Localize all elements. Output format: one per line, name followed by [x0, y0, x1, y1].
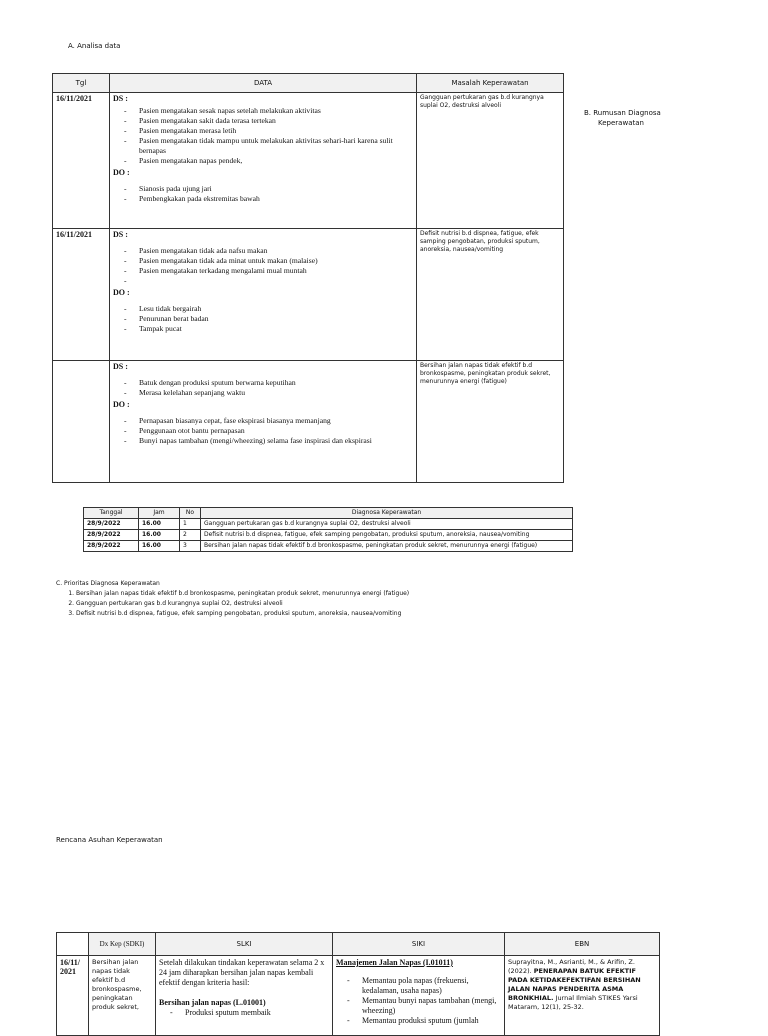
header-tgl: Tgl	[53, 74, 110, 93]
cell-date: 28/9/2022	[84, 541, 139, 552]
header-diagnosa: Diagnosa Keperawatan	[201, 508, 573, 519]
row-problem: Bersihan jalan napas tidak efektif b.d bronkospasme, peningkatan produk sekret, menurunnya energi (fatigue)	[417, 361, 564, 483]
row-problem: Gangguan pertukaran gas b.d kurangnya suplai O2, destruksi alveoli	[417, 93, 564, 229]
cell-dx: Bersihan jalan napas tidak efektif b.d bronkospasme, peningkatan produk sekret,	[89, 956, 156, 1036]
ebn-journal: Jurnal Ilmiah STIKES Yarsi Mataram, 12(1), 25-32.	[508, 994, 638, 1011]
list-item: - Penggunaan otot bantu pernapasan	[113, 426, 413, 436]
siki-list	[336, 976, 501, 1026]
analisa-data-table	[52, 73, 564, 483]
do-list	[113, 416, 413, 446]
table-header-row	[84, 508, 573, 519]
table-row	[84, 541, 573, 552]
table-row	[53, 93, 564, 229]
ds-label: DS :	[113, 230, 128, 239]
table-row	[53, 229, 564, 361]
cell-time: 16.00	[139, 519, 180, 530]
cell-time: 16.00	[139, 541, 180, 552]
slki-outcome: Bersihan jalan napas (L.01001)	[159, 998, 266, 1007]
rencana-table	[56, 932, 660, 1036]
list-item: - Batuk dengan produksi sputum berwarna keputihan	[113, 378, 413, 388]
row-data	[110, 93, 417, 229]
ds-label: DS :	[113, 94, 128, 103]
list-item	[113, 276, 413, 286]
header-tanggal: Tanggal	[84, 508, 139, 519]
table-header-row	[53, 74, 564, 93]
table-row	[84, 530, 573, 541]
list-item: - Pasien mengatakan terkadang mengalami mual muntah	[113, 266, 413, 276]
cell-no: 2	[180, 530, 201, 541]
table-header-row	[57, 933, 660, 956]
cell-no: 1	[180, 519, 201, 530]
row-data	[110, 229, 417, 361]
do-label: DO :	[113, 288, 130, 297]
cell-date: 28/9/2022	[84, 519, 139, 530]
cell-no: 3	[180, 541, 201, 552]
section-a-title: A. Analisa data	[68, 42, 121, 50]
ds-list	[113, 246, 413, 286]
row-problem: Defisit nutrisi b.d dispnea, fatigue, efek samping pengobatan, produksi sputum, anoreksia, nausea/vomiting	[417, 229, 564, 361]
siki-title: Manajemen Jalan Napas (I.01011)	[336, 958, 453, 967]
cell-date: 28/9/2022	[84, 530, 139, 541]
slki-list	[159, 1008, 329, 1018]
list-item: - Pembengkakan pada ekstremitas bawah	[113, 194, 413, 204]
do-list	[113, 304, 413, 334]
header-no: No	[180, 508, 201, 519]
row-date	[53, 361, 110, 483]
list-item: - Pasien mengatakan sesak napas setelah melakukan aktivitas	[113, 106, 413, 116]
list-item: - Tampak pucat	[113, 324, 413, 334]
header-ebn: EBN	[505, 933, 660, 956]
cell-dx: Gangguan pertukaran gas b.d kurangnya suplai O2, destruksi alveoli	[201, 519, 573, 530]
list-item: - Pasien mengatakan merasa letih	[113, 126, 413, 136]
row-date: 16/11/2021	[53, 229, 110, 361]
list-item: - Pernapasan biasanya cepat, fase ekspirasi biasanya memanjang	[113, 416, 413, 426]
do-list	[113, 184, 413, 204]
diagnosa-table	[83, 507, 573, 552]
list-item: - Sianosis pada ujung jari	[113, 184, 413, 194]
list-item: 2. Gangguan pertukaran gas b.d kurangnya suplai O2, destruksi alveoli	[76, 599, 409, 609]
cell-dx: Bersihan jalan napas tidak efektif b.d bronkospasme, peningkatan produk sekret, menurunnya energi (fatigue)	[201, 541, 573, 552]
row-data	[110, 361, 417, 483]
do-label: DO :	[113, 400, 130, 409]
prioritas-list	[76, 589, 409, 619]
header-siki: SIKI	[333, 933, 505, 956]
section-c-title: C. Prioritas Diagnosa Keperawatan	[56, 580, 160, 587]
list-item: - Pasien mengatakan napas pendek,	[113, 156, 413, 166]
list-item: - Memantau bunyi napas tambahan (mengi, wheezing)	[336, 996, 501, 1016]
ebn-authors: Suprayitna, M., Asrianti, M., & Arifin, Z. (2022).	[508, 958, 635, 975]
list-item: - Lesu tidak bergairah	[113, 304, 413, 314]
ds-list	[113, 106, 413, 166]
list-item: - Produksi sputum membaik	[159, 1008, 329, 1018]
list-item: - Pasien mengatakan tidak ada nafsu makan	[113, 246, 413, 256]
row-date: 16/11/2021	[53, 93, 110, 229]
ds-list	[113, 378, 413, 398]
header-slki: SLKI	[156, 933, 333, 956]
list-item: - Bunyi napas tambahan (mengi/wheezing) selama fase inspirasi dan ekspirasi	[113, 436, 413, 446]
list-item: - Pasien mengatakan tidak ada minat untuk makan (malaise)	[113, 256, 413, 266]
cell-time: 16.00	[139, 530, 180, 541]
cell-dx: Defisit nutrisi b.d dispnea, fatigue, efek samping pengobatan, produksi sputum, anoreksia, nausea/vomiting	[201, 530, 573, 541]
ebn-title: PENERAPAN BATUK EFEKTIF PADA KETIDAKEFEKTIFAN BERSIHAN JALAN NAPAS PENDERITA ASMA BRONKHIAL.	[508, 967, 641, 1002]
header-data: DATA	[110, 74, 417, 93]
list-item: - Pasien mengatakan tidak mampu untuk melakukan aktivitas sehari-hari karena sulit bernapas	[113, 136, 413, 156]
section-b-title-line1: B. Rumusan Diagnosa	[584, 109, 661, 117]
ds-label: DS :	[113, 362, 128, 371]
list-item: - Merasa kelelahan sepanjang waktu	[113, 388, 413, 398]
table-row	[84, 519, 573, 530]
list-item: - Memantau produksi sputum (jumlah	[336, 1016, 501, 1026]
section-b-title	[584, 108, 661, 128]
header-empty	[57, 933, 89, 956]
do-label: DO :	[113, 168, 130, 177]
slki-intro: Setelah dilakukan tindakan keperawatan selama 2 x 24 jam diharapkan bersihan jalan napas kembali efektif dengan kriteria hasil:	[159, 958, 325, 987]
table-row	[53, 361, 564, 483]
list-item: - Penurunan berat badan	[113, 314, 413, 324]
section-b-title-line2: Keperawatan	[598, 119, 644, 127]
header-masalah: Masalah Keperawatan	[417, 74, 564, 93]
list-item: 1. Bersihan jalan napas tidak efektif b.d bronkospasme, peningkatan produk sekret, menurunnya energi (fatigue)	[76, 589, 409, 599]
header-dx-kep: Dx Kep (SDKI)	[89, 933, 156, 956]
list-item: - Memantau pola napas (frekuensi, kedalaman, usaha napas)	[336, 976, 501, 996]
header-jam: Jam	[139, 508, 180, 519]
list-item: 3. Defisit nutrisi b.d dispnea, fatigue, efek samping pengobatan, produksi sputum, anoreksia, nausea/vomiting	[76, 609, 409, 619]
prioritas-section	[56, 580, 409, 619]
rencana-title: Rencana Asuhan Keperawatan	[56, 836, 163, 844]
cell-date: 16/11/ 2021	[57, 956, 89, 1036]
list-item: - Pasien mengatakan sakit dada terasa tertekan	[113, 116, 413, 126]
